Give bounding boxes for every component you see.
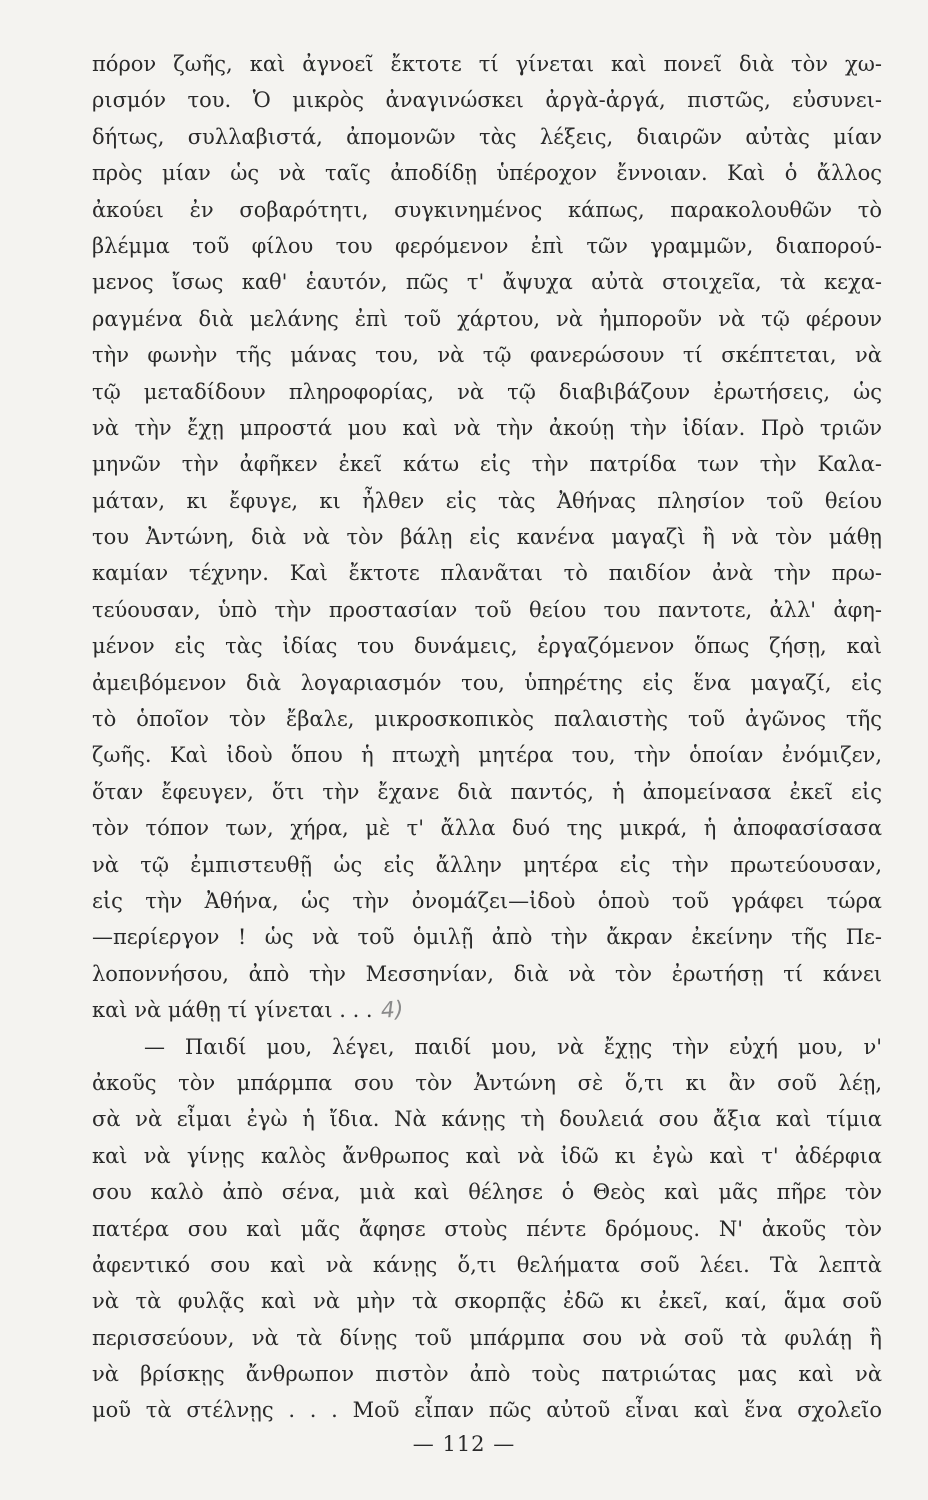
text-line: τῷ μεταδίδουν πληροφορίας, νὰ τῷ διαβιβάζουν ἐρωτήσεις, ὡς — [92, 379, 882, 404]
text-line: του Ἀντώνη, διὰ νὰ τὸν βάλῃ εἰς κανένα μαγαζὶ ἢ νὰ τὸν μάθῃ — [92, 525, 882, 550]
text-line: μηνῶν τὴν ἀφῆκεν ἐκεῖ κάτω εἰς τὴν πατρίδα των τὴν Καλα- — [92, 452, 882, 477]
text-line: καμίαν τέχνην. Καὶ ἔκτοτε πλανᾶται τὸ παιδίον ἀνὰ τὴν πρω- — [92, 561, 882, 586]
dialogue-line: ἀκοῦς τὸν μπάρμπα σου τὸν Ἀντώνη σὲ ὅ,τι κι ἂν σοῦ λέῃ, — [92, 1070, 882, 1095]
dialogue-line: περισσεύουν, νὰ τὰ δίνῃς τοῦ μπάρμπα σου νὰ σοῦ τὰ φυλάῃ ἢ — [92, 1325, 882, 1350]
text-line: νὰ τὴν ἔχῃ μπροστά μου καὶ νὰ τὴν ἀκούῃ τὴν ἰδίαν. Πρὸ τριῶν — [92, 415, 882, 440]
dialogue-line: νὰ βρίσκῃς ἄνθρωπον πιστὸν ἀπὸ τοὺς πατριώτας μας καὶ νὰ — [92, 1362, 882, 1387]
text-line: μένον εἰς τὰς ἰδίας του δυνάμεις, ἐργαζόμενον ὅπως ζήσῃ, καὶ — [92, 634, 882, 659]
dialogue-line: σου καλὸ ἀπὸ σένα, μιὰ καὶ θέλησε ὁ Θεὸς καὶ μᾶς πῆρε τὸν — [92, 1180, 882, 1205]
dialogue-first-line: — Παιδί μου, λέγει, παιδί μου, νὰ ἔχῃς τὴν εὐχή μου, ν' — [144, 1034, 882, 1059]
text-line: νὰ τῷ ἐμπιστευθῇ ὡς εἰς ἄλλην μητέρα εἰς τὴν πρωτεύουσαν, — [92, 852, 882, 877]
text-line: πρὸς μίαν ὡς νὰ ταῖς ἀποδίδῃ ὑπέροχον ἔννοιαν. Καὶ ὁ ἄλλος — [92, 161, 882, 186]
text-line: ὅταν ἔφευγεν, ὅτι τὴν ἔχανε διὰ παντός, ἡ ἀπομείνασα ἐκεῖ εἰς — [92, 779, 882, 804]
dialogue-line: ἀφεντικό σου καὶ νὰ κάνῃς ὅ,τι θελήματα σοῦ λέει. Τὰ λεπτὰ — [92, 1252, 882, 1277]
paragraph-last-line — [92, 992, 882, 1028]
text-line: μενος ἴσως καθ' ἑαυτόν, πῶς τ' ἄψυχα αὐτὰ στοιχεῖα, τὰ κεχα- — [92, 270, 882, 295]
text-line: πόρον ζωῆς, καὶ ἀγνοεῖ ἔκτοτε τί γίνεται καὶ πονεῖ διὰ τὸν χω- — [92, 52, 882, 76]
dialogue-line: καὶ νὰ γίνῃς καλὸς ἄνθρωπος καὶ νὰ ἰδῶ κι ἐγὼ καὶ τ' ἀδέρφια — [92, 1143, 882, 1168]
text-line: —περίεργον ! ὡς νὰ τοῦ ὁμιλῇ ἀπὸ τὴν ἄκραν ἐκείνην τῆς Πε- — [92, 925, 882, 950]
text-line: τὴν φωνὴν τῆς μάνας του, νὰ τῷ φανερώσουν τί σκέπτεται, νὰ — [92, 343, 882, 368]
text-line: δήτως, συλλαβιστά, ἀπομονῶν τὰς λέξεις, διαιρῶν αὐτὰς μίαν — [92, 124, 882, 149]
dialogue-line: νὰ τὰ φυλᾷς καὶ νὰ μὴν τὰ σκορπᾷς ἐδῶ κι ἐκεῖ, καί, ἅμα σοῦ — [92, 1289, 882, 1314]
dialogue-line: σὰ νὰ εἶμαι ἐγὼ ἡ ἴδια. Νὰ κάνῃς τὴ δουλειά σου ἄξια καὶ τίμια — [92, 1107, 882, 1132]
dialogue-line: πατέρα σου καὶ μᾶς ἄφησε στοὺς πέντε δρόμους. Ν' ἀκοῦς τὸν — [92, 1216, 882, 1241]
text-line: ζωῆς. Καὶ ἰδοὺ ὅπου ἡ πτωχὴ μητέρα του, τὴν ὁποίαν ἐνόμιζεν, — [92, 743, 882, 768]
text-line: μάταν, κι ἔφυγε, κι ἦλθεν εἰς τὰς Ἀθήνας πλησίον τοῦ θείου — [92, 488, 882, 513]
pencil-annotation: 4) — [379, 997, 404, 1024]
paragraph-last-line-text: καὶ νὰ μάθῃ τί γίνεται . . . — [92, 998, 373, 1023]
page-number: — 112 — — [412, 1432, 516, 1456]
body-text — [92, 46, 882, 1429]
text-line: βλέμμα τοῦ φίλου του φερόμενον ἐπὶ τῶν γραμμῶν, διαπορού- — [92, 233, 882, 258]
dialogue-line: μοῦ τὰ στέλνῃς . . . Μοῦ εἶπαν πῶς αὐτοῦ εἶναι καὶ ἕνα σχολεῖο — [92, 1398, 882, 1423]
text-line: ρισμόν του. Ὁ μικρὸς ἀναγινώσκει ἀργὰ-ἀργά, πιστῶς, εὐσυνει- — [92, 88, 882, 113]
text-line: εἰς τὴν Ἀθήνα, ὡς τὴν ὀνομάζει—ἰδοὺ ὁποὺ τοῦ γράφει τώρα — [92, 888, 882, 913]
text-line: ἀκούει ἐν σοβαρότητι, συγκινημένος κάπως, παρακολουθῶν τὸ — [92, 197, 882, 222]
text-line: τεύουσαν, ὑπὸ τὴν προστασίαν τοῦ θείου του παντοτε, ἀλλ' ἀφη- — [92, 597, 882, 622]
text-line: τὸν τόπον των, χήρα, μὲ τ' ἄλλα δυό της μικρά, ἡ ἀποφασίσασα — [92, 816, 882, 841]
text-line: λοποννήσου, ἀπὸ τὴν Μεσσηνίαν, διὰ νὰ τὸν ἐρωτήσῃ τί κάνει — [92, 961, 882, 986]
text-line: τὸ ὁποῖον τὸν ἔβαλε, μικροσκοπικὸς παλαιστὴς τοῦ ἀγῶνος τῆς — [92, 707, 882, 732]
text-line: ἀμειβόμενον διὰ λογαριασμόν του, ὑπηρέτης εἰς ἕνα μαγαζί, εἰς — [92, 670, 882, 695]
text-line: ραγμένα διὰ μελάνης ἐπὶ τοῦ χάρτου, νὰ ἠμποροῦν νὰ τῷ φέρουν — [92, 306, 882, 331]
